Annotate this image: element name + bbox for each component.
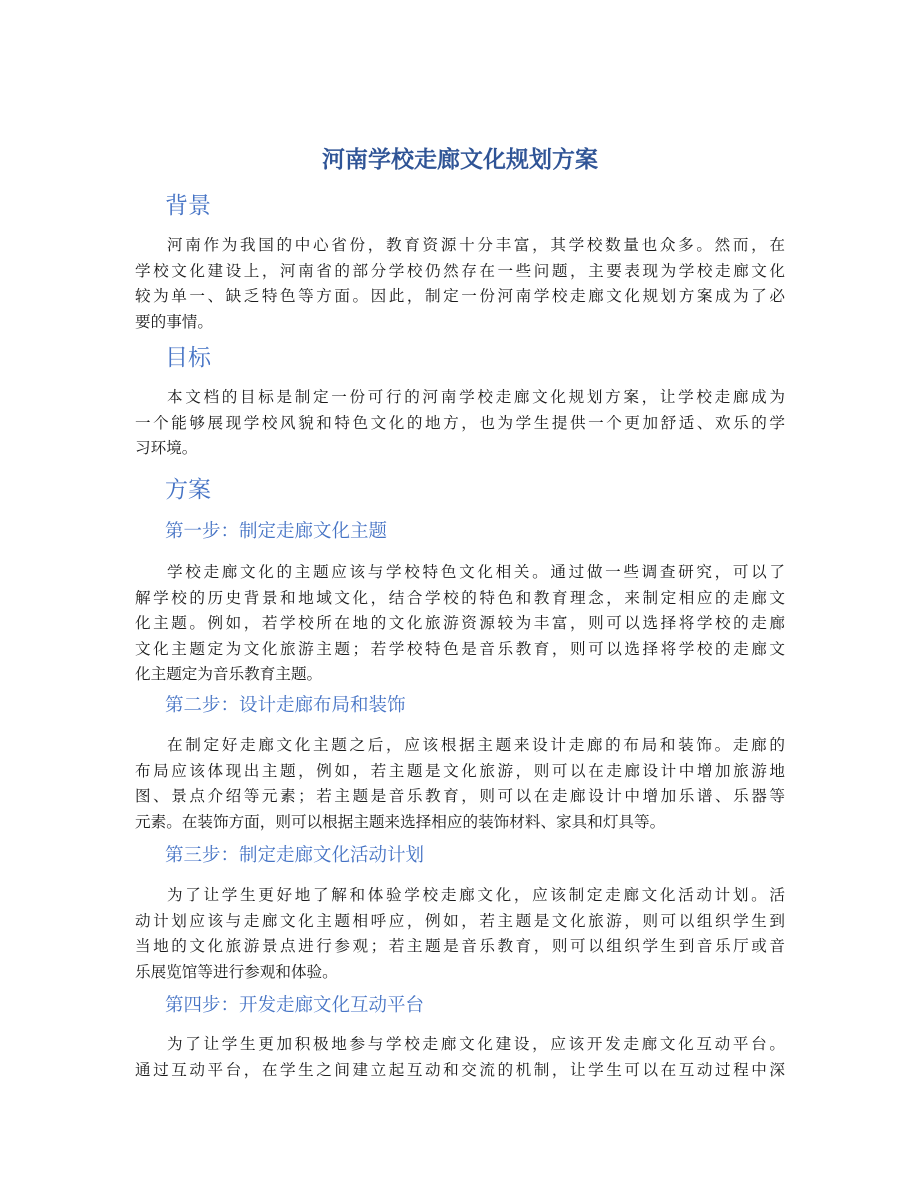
paragraph-line: 乐展览馆等进行参观和体验。: [135, 962, 338, 981]
paragraph-line: 图、景点介绍等元素；若主题是音乐教育，则可以在走廊设计中增加乐谱、乐器等: [135, 787, 785, 805]
paragraph-line: 文化主题定为文化旅游主题；若学校特色是音乐教育，则可以选择将学校的走廊文: [135, 639, 785, 658]
paragraph-step1: [135, 560, 785, 688]
paragraph-line: 化主题。例如，若学校所在地的文化旅游资源较为丰富，则可以选择将学校的走廊: [135, 614, 785, 632]
paragraph-line: 化主题定为音乐教育主题。: [135, 665, 323, 683]
paragraph-line: 较为单一、缺乏特色等方面。因此，制定一份河南学校走廊文化规划方案成为了必: [135, 287, 785, 305]
paragraph-line: 学校文化建设上，河南省的部分学校仍然存在一些问题，主要表现为学校走廊文化: [135, 261, 785, 280]
document-title: 河南学校走廊文化规划方案: [322, 147, 598, 173]
paragraph-line: 在制定好走廊文化主题之后，应该根据主题来设计走廊的布局和装饰。走廊的: [167, 736, 785, 754]
paragraph-background: [135, 233, 785, 335]
heading-step3: 第三步：制定走廊文化活动计划: [165, 845, 425, 866]
paragraph-line: 学校走廊文化的主题应该与学校特色文化相关。通过做一些调查研究，可以了: [167, 563, 785, 581]
heading-step1: 第一步：制定走廊文化主题: [165, 521, 388, 542]
paragraph-line: 为了让学生更加积极地参与学校走廊文化建设，应该开发走廊文化互动平台。: [167, 1035, 785, 1053]
heading-step4: 第四步：开发走廊文化互动平台: [165, 995, 425, 1016]
paragraph-line: 本文档的目标是制定一份可行的河南学校走廊文化规划方案，让学校走廊成为: [167, 388, 785, 406]
paragraph-line: 通过互动平台，在学生之间建立起互动和交流的机制，让学生可以在互动过程中深: [135, 1060, 785, 1079]
paragraph-step2: [135, 733, 785, 835]
heading-plan: 方案: [165, 477, 211, 503]
paragraph-line: 要的事情。: [135, 312, 213, 331]
heading-step2: 第二步：设计走廊布局和装饰: [165, 695, 406, 716]
paragraph-line: 解学校的历史背景和地域文化，结合学校的特色和教育理念，来制定相应的走廊文: [135, 588, 785, 607]
heading-goal: 目标: [165, 345, 211, 371]
heading-background: 背景: [165, 193, 211, 219]
paragraph-line: 河南作为我国的中心省份，教育资源十分丰富，其学校数量也众多。然而，在: [167, 236, 785, 254]
paragraph-line: 为了让学生更好地了解和体验学校走廊文化，应该制定走廊文化活动计划。活: [167, 886, 785, 904]
paragraph-line: 习环境。: [135, 439, 198, 457]
paragraph-line: 一个能够展现学校风貌和特色文化的地方，也为学生提供一个更加舒适、欢乐的学: [135, 413, 785, 432]
paragraph-line: 动计划应该与走廊文化主题相呼应，例如，若主题是文化旅游，则可以组织学生到: [135, 911, 785, 930]
paragraph-line: 布局应该体现出主题，例如，若主题是文化旅游，则可以在走廊设计中增加旅游地: [135, 761, 785, 780]
paragraph-goal: [135, 385, 785, 462]
paragraph-line: 当地的文化旅游景点进行参观；若主题是音乐教育，则可以组织学生到音乐厅或音: [135, 937, 785, 955]
paragraph-step4: [135, 1032, 785, 1083]
paragraph-step3: [135, 883, 785, 985]
paragraph-line: 元素。在装饰方面，则可以根据主题来选择相应的装饰材料、家具和灯具等。: [135, 812, 666, 831]
